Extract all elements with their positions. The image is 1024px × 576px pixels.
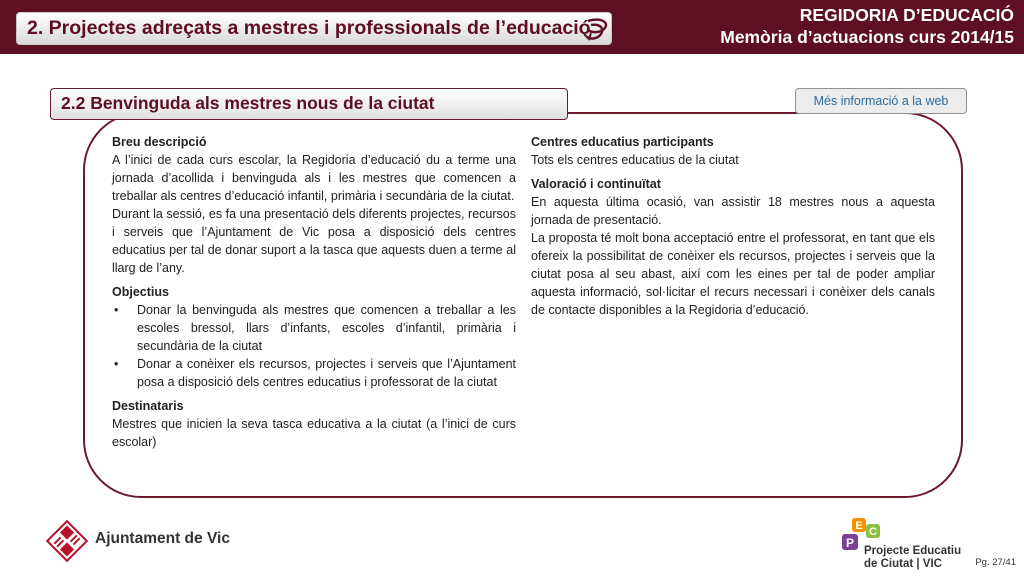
recipients-paragraph: Mestres que inicien la seva tasca educativa a la ciutat (a l’inici de curs escolar) bbox=[112, 417, 516, 449]
svg-text:E: E bbox=[855, 520, 863, 532]
org-title-line1: REGIDORIA D’EDUCACIÓ bbox=[799, 5, 1014, 25]
subsection-title: 2.2 Benvinguda als mestres nous de la ciutat bbox=[61, 93, 435, 113]
evaluation-paragraph-2: La proposta té molt bona acceptació entre el professorat, en tant que els ofereix la possibilitat de conèixer els recursos, projectes i serveis que la ciutat posa al seu abast, així com les eines per tal de poder ampliar aquesta informació, sol·licitar el recurs necessari i conèixer dels canals de contacte disponibles a la Regidoria d’educació. bbox=[531, 231, 935, 317]
header-band bbox=[0, 0, 1024, 54]
description-heading: Breu descripció bbox=[112, 135, 207, 149]
pec-line1: Projecte Educatiu bbox=[864, 545, 962, 557]
org-title-line2: Memòria d’actuacions curs 2014/15 bbox=[720, 27, 1014, 47]
description-paragraph-2: Durant la sessió, es fa una presentació dels diferents projectes, recursos i serveis que l’Ajuntament de Vic posa a disposició dels centres educatius per tal de donar suport a la tasca que aquests duen a terme al llarg de l’any. bbox=[112, 207, 516, 275]
description-paragraph-1: A l’inici de cada curs escolar, la Regidoria d’educació du a terme una jornada d’acollida i benvinguda als i les mestres que comencen a treballar als centres d’educació infantil, primària i secundària de la ciutat. bbox=[112, 153, 516, 203]
svg-text:P: P bbox=[845, 536, 855, 550]
evaluation-heading: Valoració i continuïtat bbox=[531, 177, 661, 191]
left-column bbox=[112, 133, 516, 451]
section-title-bar bbox=[16, 12, 612, 45]
objective-item: • Donar a conèixer els recursos, projectes i serveis que l’Ajuntament posa a disposició dels centres educatius i professorat de la ciutat bbox=[112, 355, 516, 391]
subsection-title-bar bbox=[50, 88, 568, 120]
evaluation-paragraph-1: En aquesta última ocasió, van assistir 18 mestres nous a aquesta jornada de presentació. bbox=[531, 195, 935, 227]
return-arrow-icon[interactable] bbox=[582, 15, 612, 43]
centres-paragraph: Tots els centres educatius de la ciutat bbox=[531, 153, 739, 167]
right-column bbox=[531, 133, 935, 319]
footer-org-name: Ajuntament de Vic bbox=[95, 530, 230, 547]
centres-heading: Centres educatius participants bbox=[531, 135, 714, 149]
web-info-button[interactable]: Més informació a la web bbox=[795, 88, 967, 114]
objectives-heading: Objectius bbox=[112, 285, 169, 299]
objectives-list bbox=[112, 301, 516, 391]
section-title: 2. Projectes adreçats a mestres i professionals de l’educació bbox=[27, 17, 591, 39]
recipients-heading: Destinataris bbox=[112, 399, 184, 413]
page-number: Pg. 27/41 bbox=[975, 557, 1016, 568]
objective-item: • Donar la benvinguda als mestres que comencen a treballar a les escoles bressol, llars d’infants, escoles d’infantil, primària i secundària de la ciutat bbox=[112, 301, 516, 355]
org-title bbox=[720, 4, 1014, 48]
pec-line2: de Ciutat | VIC bbox=[864, 558, 942, 570]
pec-text bbox=[864, 545, 961, 571]
ajuntament-logo-icon bbox=[44, 518, 90, 564]
svg-text:C: C bbox=[869, 526, 877, 538]
